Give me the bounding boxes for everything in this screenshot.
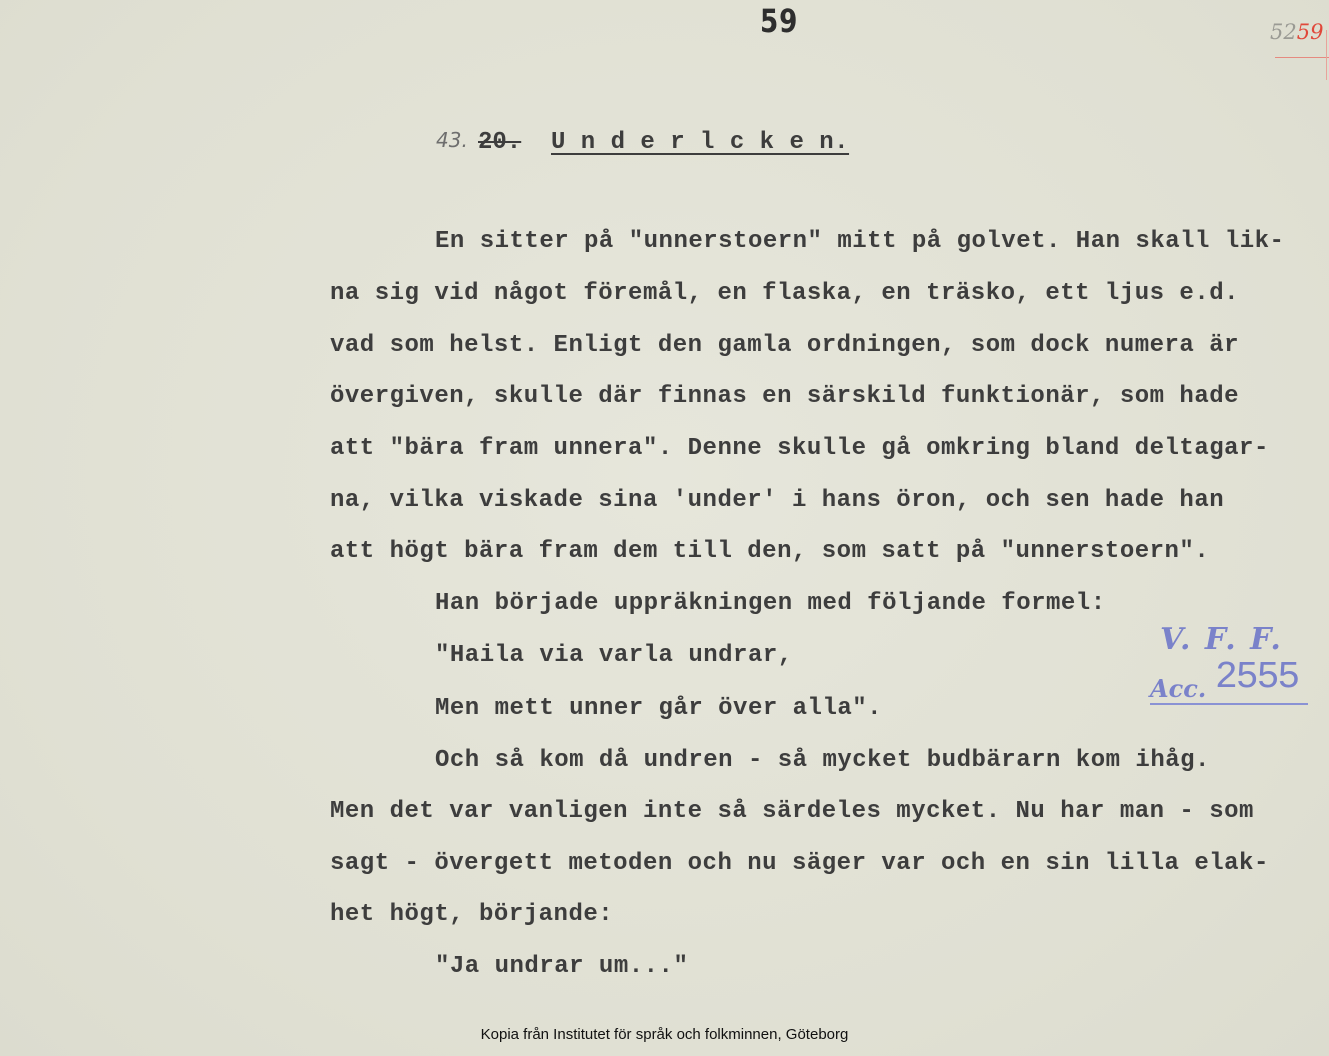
archive-stamp-initials: V. F. F.: [1160, 622, 1283, 657]
verse-line: "Haila via varla undrar,: [435, 642, 793, 669]
text-line: het högt, börjande:: [330, 901, 614, 928]
text-line: att "bära fram unnera". Denne skulle gå omkring bland deltagar-: [330, 435, 1269, 462]
text-line: att högt bära fram dem till den, som satt på "unnerstoern".: [330, 538, 1210, 565]
text-line: na, vilka viskade sina 'under' i hans öron, och sen hade han: [330, 487, 1225, 514]
archive-number-new: 59: [1296, 20, 1324, 44]
entry-title: U n d e r l c k e n.: [551, 129, 850, 156]
text-line: övergiven, skulle där finnas en särskild funktionär, som hade: [330, 383, 1240, 410]
text-line: vad som helst. Enligt den gamla ordningen, som dock numera är: [330, 332, 1240, 359]
text-line: Och så kom då undren - så mycket budbärarn kom ihåg.: [435, 747, 1210, 774]
copy-footer: Kopia från Institutet för språk och folkminnen, Göteborg: [480, 1026, 849, 1043]
text-line: sagt - övergett metoden och nu säger var och en sin lilla elak-: [330, 850, 1269, 877]
archive-number-old: 52: [1270, 20, 1297, 44]
text-line: En sitter på "unnerstoern" mitt på golvet. Han skall lik-: [435, 228, 1285, 255]
archive-stamp-underline: [1150, 703, 1308, 705]
handwritten-entry-number: 43.: [436, 128, 468, 152]
page-number: 59: [760, 2, 799, 40]
text-line: Men det var vanligen inte så särdeles mycket. Nu har man - som: [330, 798, 1254, 825]
red-pencil-line: [1275, 57, 1329, 58]
red-margin-line: [1326, 30, 1327, 80]
archive-stamp-acc-number: 2555: [1215, 656, 1299, 699]
verse-line: Men mett unner går över alla".: [435, 695, 883, 722]
archive-page-number: [1270, 20, 1323, 44]
archive-stamp-acc-label: Acc.: [1150, 674, 1207, 703]
text-line: Han började uppräkningen med följande formel:: [435, 590, 1106, 617]
text-line: na sig vid något föremål, en flaska, en träsko, ett ljus e.d.: [330, 280, 1240, 307]
quote-line: "Ja undrar um...": [435, 953, 689, 980]
struck-entry-number: 20.: [478, 129, 522, 156]
